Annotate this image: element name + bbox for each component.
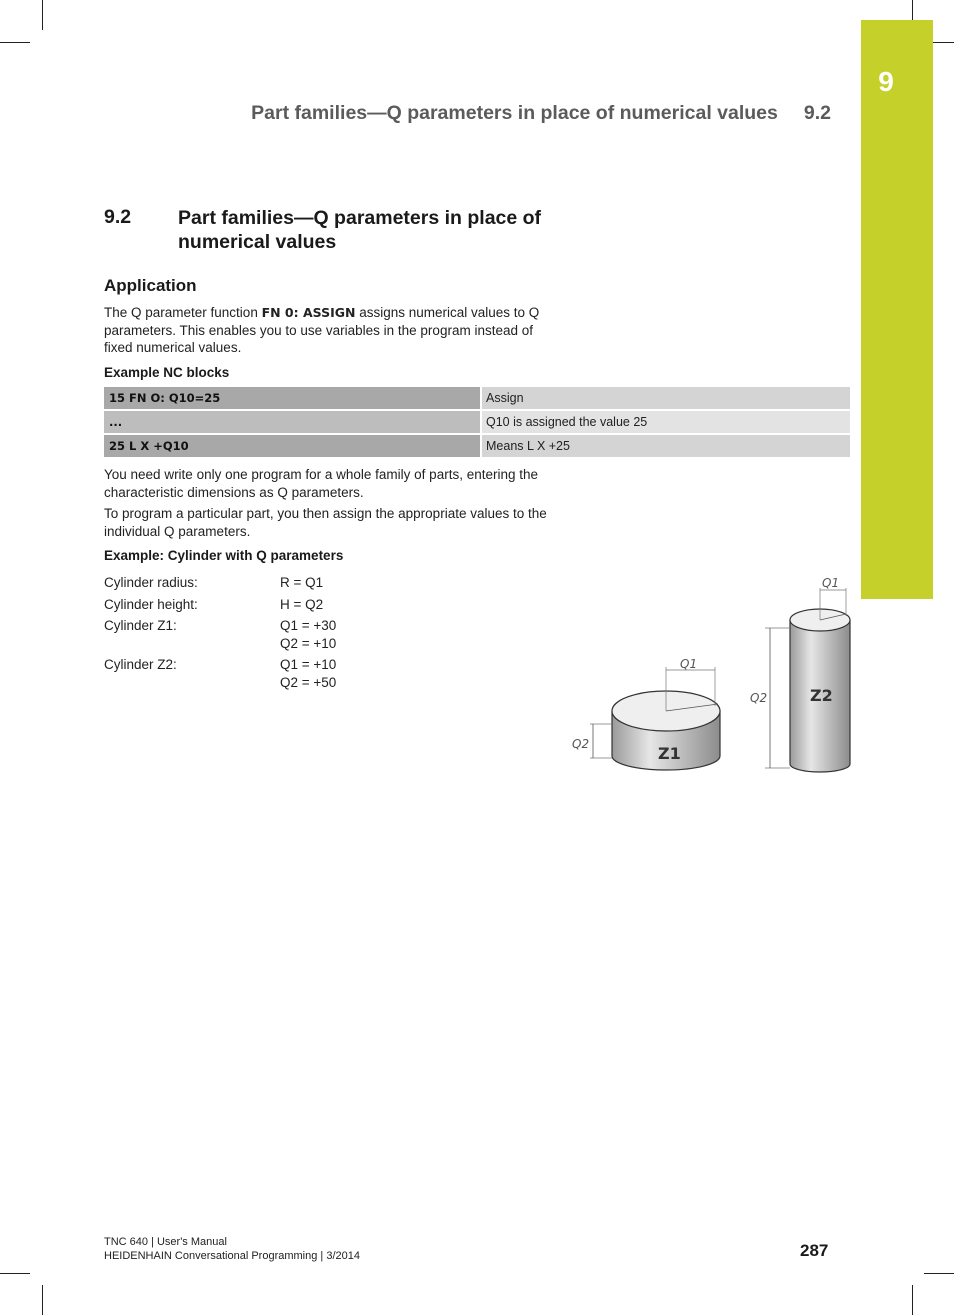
nc-blocks-table (104, 387, 850, 459)
param-value: Q2 = +10 (280, 635, 337, 651)
cylinder-z2 (750, 576, 850, 772)
param-value: Q1 = +10 (280, 657, 337, 672)
param-label: Cylinder Z2: (104, 657, 177, 672)
table-row (104, 411, 850, 433)
nc-code-cell: ... (104, 411, 480, 433)
crop-mark (0, 1273, 30, 1274)
application-heading: Application (104, 276, 197, 295)
intro-code: FN 0: ASSIGN (261, 305, 356, 320)
cylinder-figure (560, 570, 860, 780)
paragraph-family: You need write only one program for a whole family of parts, entering the characteristic dimensions as Q parameters. (104, 467, 538, 500)
z2-label: Z2 (810, 686, 833, 705)
application-intro (104, 304, 554, 357)
page-number: 287 (800, 1241, 829, 1260)
param-values (280, 574, 323, 592)
crop-mark (42, 0, 43, 30)
crop-mark (0, 42, 30, 43)
param-values (280, 656, 336, 691)
q1-z1-label: Q1 (680, 657, 698, 671)
section-number: 9.2 (104, 206, 132, 228)
running-header (251, 102, 831, 125)
param-label: Cylinder Z1: (104, 618, 177, 633)
list-item (104, 574, 336, 592)
param-values (280, 617, 336, 652)
running-header-title: Part families—Q parameters in place of numerical values (251, 102, 778, 124)
param-value: H = Q2 (280, 596, 324, 612)
section-title: Part families—Q parameters in place of numerical values (178, 207, 542, 253)
footer-line-1: TNC 640 | User's Manual (104, 1236, 227, 1248)
chapter-number: 9 (878, 66, 894, 97)
paragraph-program: To program a particular part, you then assign the appropriate values to the individual Q parameters. (104, 506, 547, 539)
q2-z1-label: Q2 (572, 737, 590, 751)
nc-desc-cell: Means L X +25 (482, 435, 850, 457)
table-row (104, 387, 850, 409)
nc-desc-cell: Assign (482, 387, 850, 409)
list-item (104, 656, 336, 691)
nc-code-cell: 25 L X +Q10 (104, 435, 480, 457)
intro-text-before: The Q parameter function (104, 305, 262, 320)
nc-code-cell: 15 FN O: Q10=25 (104, 387, 480, 409)
param-value: Q2 = +50 (280, 674, 337, 690)
nc-example-heading: Example NC blocks (104, 365, 230, 380)
cylinder-example-heading: Example: Cylinder with Q parameters (104, 548, 344, 563)
chapter-tab (861, 20, 933, 599)
nc-desc-cell: Q10 is assigned the value 25 (482, 411, 850, 433)
param-value: R = Q1 (280, 575, 324, 590)
list-item (104, 596, 336, 614)
param-value: Q1 = +30 (280, 618, 337, 633)
intro-text-after: assigns numerical values to Q parameters. This enables you to use variables in the program instead of fixed numerical values. (104, 305, 540, 355)
param-label: Cylinder height: (104, 596, 198, 612)
crop-mark (42, 1285, 43, 1315)
z1-label: Z1 (658, 744, 681, 763)
footer-line-2: HEIDENHAIN Conversational Programming | 3/2014 (104, 1250, 360, 1262)
crop-mark (924, 1273, 954, 1274)
table-row (104, 435, 850, 457)
footer (104, 1235, 360, 1263)
param-values (280, 596, 323, 614)
q2-z2-label: Q2 (750, 691, 768, 705)
crop-mark (912, 1285, 913, 1315)
running-header-number: 9.2 (803, 102, 831, 124)
param-label: Cylinder radius: (104, 575, 198, 590)
q1-z2-label: Q1 (822, 576, 840, 590)
cylinder-parameter-list (104, 574, 336, 695)
list-item (104, 617, 336, 652)
cylinder-z1 (572, 657, 720, 770)
